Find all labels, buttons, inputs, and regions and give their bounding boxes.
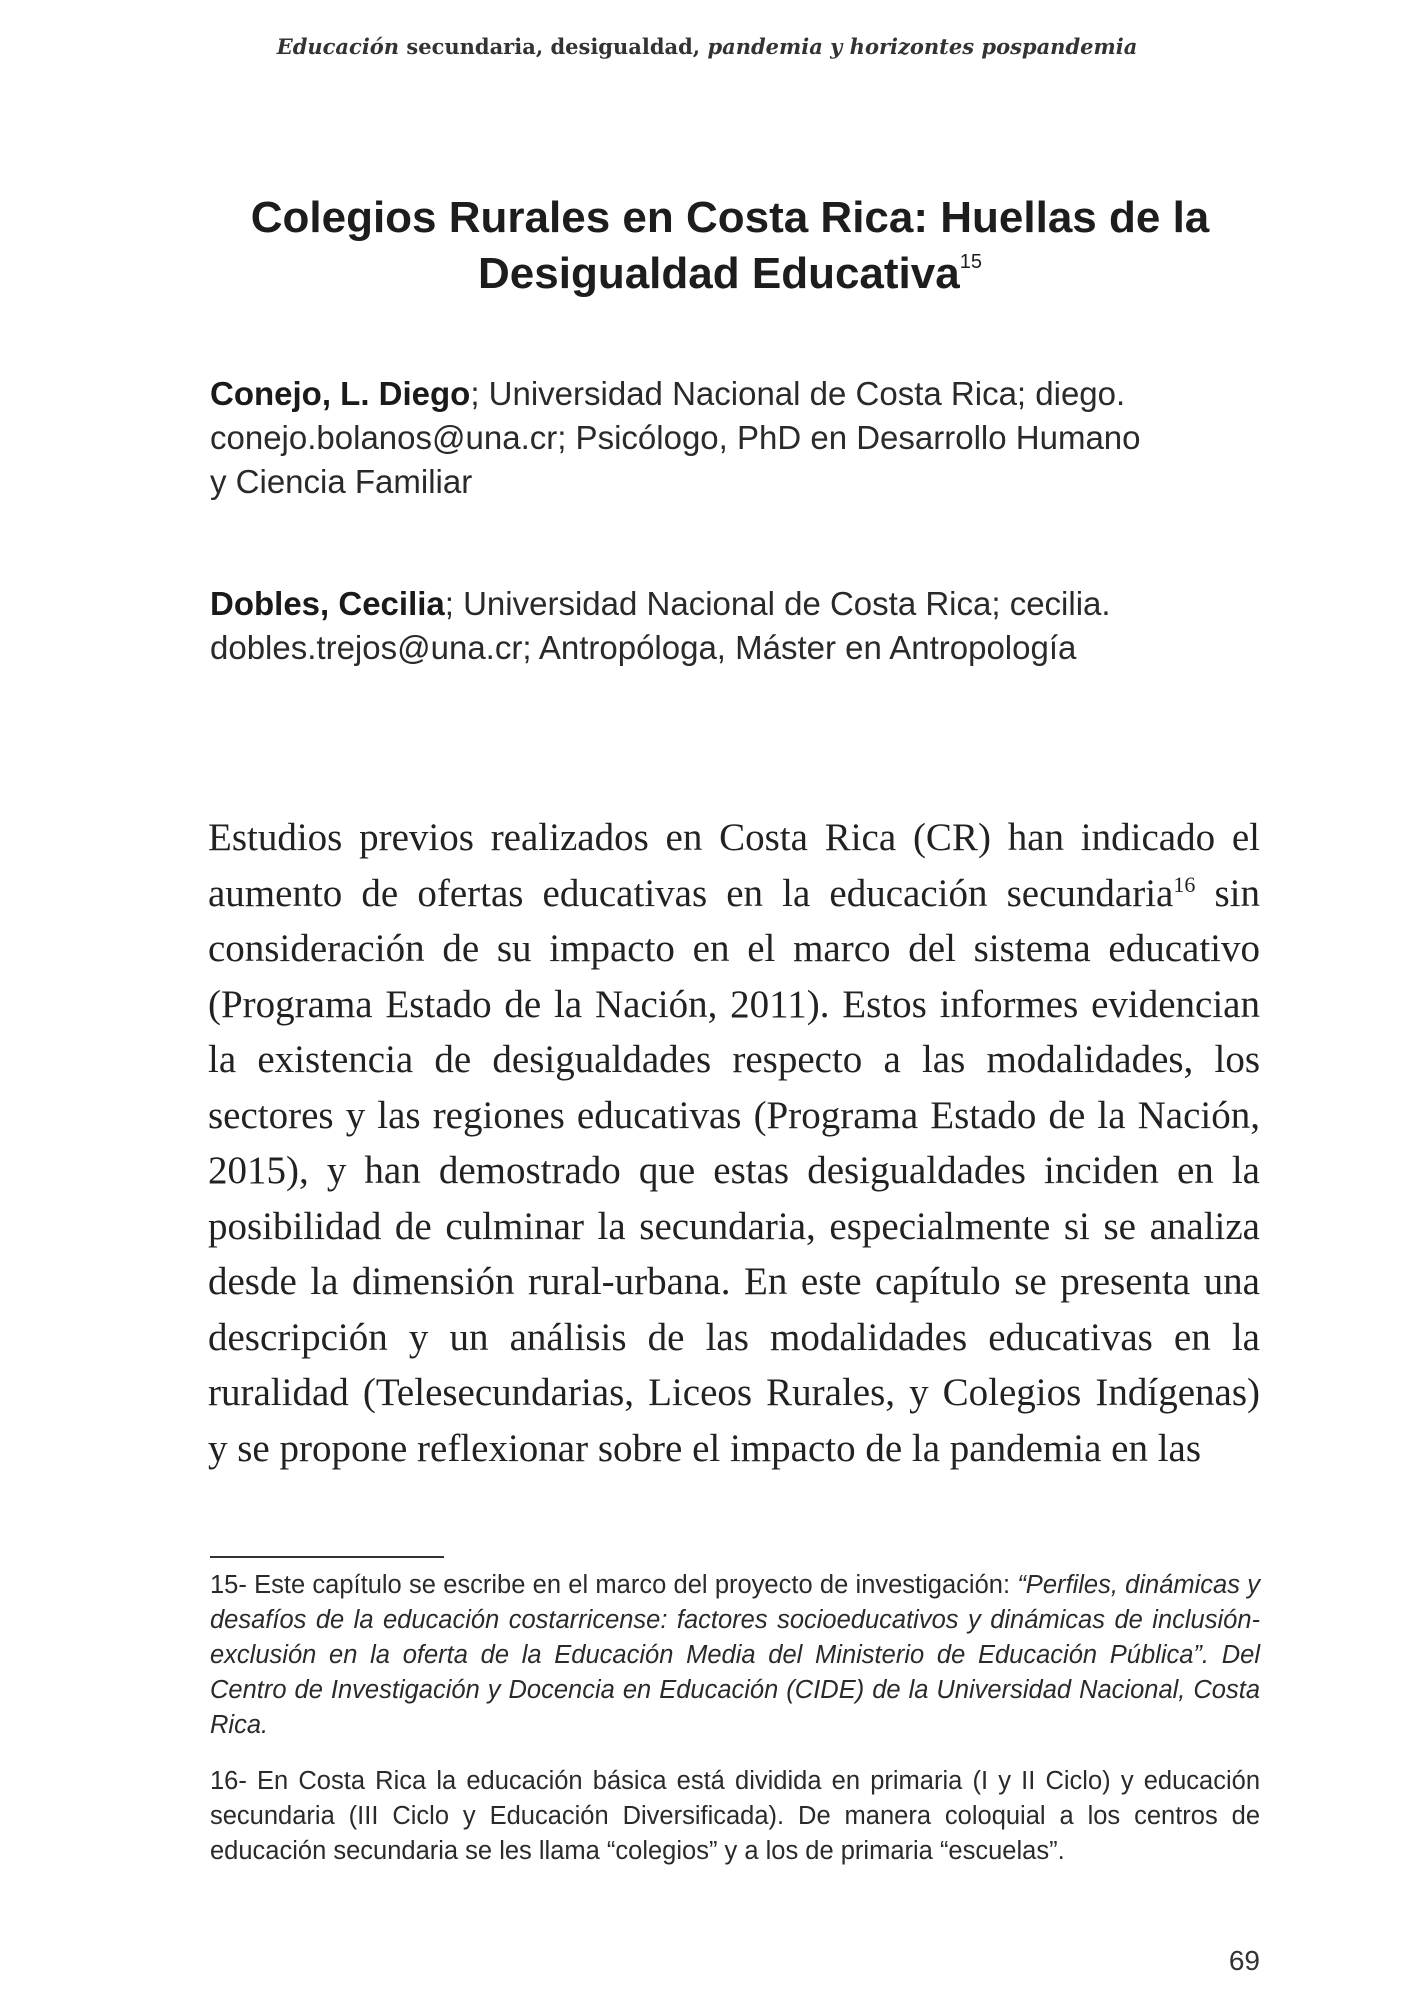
body-paragraph [208, 810, 1260, 1476]
author-email-line: dobles.trejos@una.cr; Antropóloga, Máster en Antropología [210, 629, 1077, 666]
author-affiliation: ; Universidad Nacional de Costa Rica; diego. [470, 375, 1126, 412]
body-footnote-ref[interactable]: 16 [1173, 871, 1196, 897]
chapter-title-line2: Desigualdad Educativa [478, 249, 960, 298]
footnote-16 [210, 1764, 1260, 1869]
author-degree-line: y Ciencia Familiar [210, 463, 473, 500]
author-email-line: conejo.bolanos@una.cr; Psicólogo, PhD en Desarrollo Humano [210, 419, 1141, 456]
running-header-part1: Educación [276, 34, 400, 59]
footnote-15-prefix: 15- Este capítulo se escribe en el marco del proyecto de investigación: [210, 1571, 1018, 1599]
page-number: 69 [1228, 1945, 1260, 1976]
title-footnote-ref[interactable]: 15 [959, 251, 982, 273]
footnote-16-text: 16- En Costa Rica la educación básica está dividida en primaria (I y II Ciclo) y educación secundaria (III Ciclo y Educación Diversificada). De manera coloquial a los centros de educación secundaria se les llama “colegios” y a los de primaria “escuelas”. [210, 1767, 1260, 1865]
running-header-part3: pandemia y horizontes pospandemia [707, 34, 1138, 59]
body-text-part2: sin consideración de su impacto en el marco del sistema educativo (Programa Estado de la Nación, 2011). Estos informes evidencian la existencia de desigualdades respecto a las modalidades, los sectores y las regiones educativas (Programa Estado de la Nación, 2015), y han demostrado que estas desigualdades inciden en la posibilidad de culminar la secundaria, especialmente si se analiza desde la dimensión rural-urbana. En este capítulo se presenta una descripción y un análisis de las modalidades educativas en la ruralidad (Telesecundarias, Liceos Rurales, y Colegios Indígenas) y se propone reflexionar sobre el impacto de la pandemia en las [208, 871, 1261, 1470]
author-affiliation: ; Universidad Nacional de Costa Rica; cecilia. [444, 585, 1111, 622]
author-name: Dobles, Cecilia [210, 585, 445, 622]
footnote-15 [210, 1568, 1260, 1743]
chapter-title [210, 190, 1250, 302]
footnote-separator [210, 1556, 444, 1558]
footnote-15-italic: “Perfiles, dinámicas y desafíos de la educación costarricense: factores socioeducativos y dinámicas de inclusión-exclusión en la oferta de la Educación Media del Ministerio de Educación Pública”. Del Centro de Investigación y Docencia en Educación (CIDE) de la Universidad Nacional, Costa Rica. [210, 1571, 1261, 1739]
author-dobles [210, 582, 1260, 670]
running-header-part2: secundaria, desigualdad, [399, 34, 708, 59]
author-conejo [210, 372, 1260, 504]
running-header [0, 34, 1414, 59]
body-text-part1: Estudios previos realizados en Costa Rica (CR) han indicado el aumento de ofertas educativas en la educación secundaria [208, 816, 1260, 915]
author-name: Conejo, L. Diego [210, 375, 471, 412]
chapter-title-line1: Colegios Rurales en Costa Rica: Huellas de la [250, 193, 1210, 242]
